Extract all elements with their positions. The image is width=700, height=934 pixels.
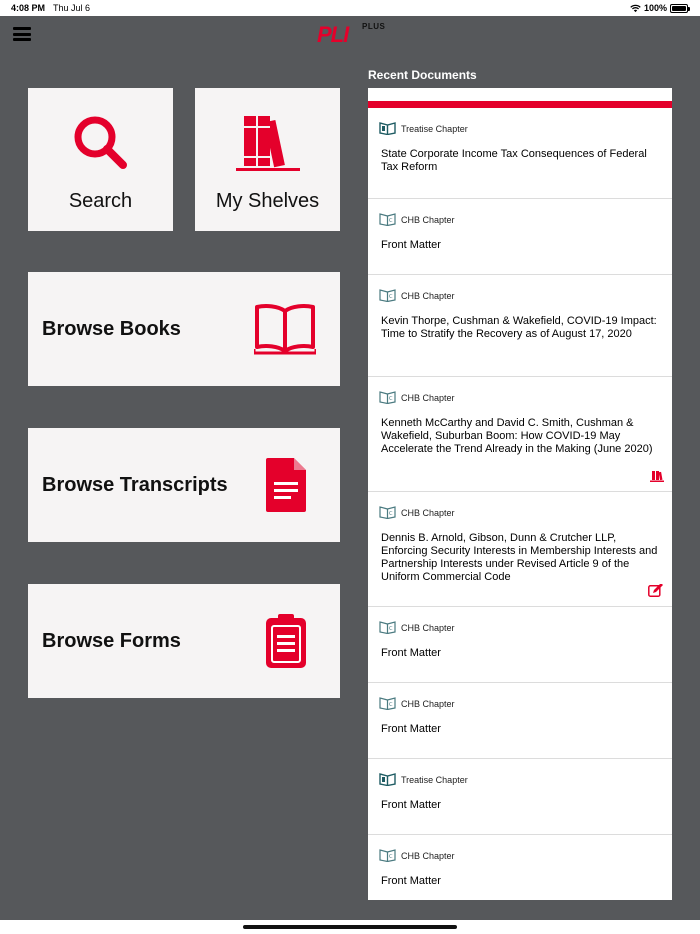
- document-type: CHB Chapter: [401, 507, 455, 518]
- browse-transcripts-label: Browse Transcripts: [42, 473, 228, 496]
- battery-percent: 100%: [643, 3, 667, 13]
- chb-book-icon: [379, 621, 396, 634]
- document-type: Treatise Chapter: [401, 774, 468, 785]
- document-title: Front Matter: [381, 647, 441, 659]
- recent-document-item[interactable]: [368, 835, 672, 900]
- document-title: Dennis B. Arnold, Gibson, Dunn & Crutcher LLP, Enforcing Security Interests in Membership Interests and Partnership Interests under Revised Article 9 of the Uniform Commercial Code: [381, 532, 658, 583]
- chb-book-icon: [379, 391, 396, 404]
- browse-forms-label: Browse Forms: [42, 629, 181, 652]
- svg-text:C: C: [389, 396, 393, 402]
- chb-book-icon: [379, 849, 396, 862]
- recent-document-item[interactable]: [368, 759, 672, 835]
- document-icon: [266, 428, 306, 542]
- battery-icon: [670, 4, 688, 13]
- my-shelves-tile[interactable]: [195, 88, 340, 231]
- chb-book-icon: [379, 506, 396, 519]
- svg-text:C: C: [389, 218, 393, 224]
- document-title: Kenneth McCarthy and David C. Smith, Cushman & Wakefield, Suburban Boom: How COVID-19 May Accelerate the Trend Already in the Making (June 2020): [381, 417, 653, 455]
- recent-document-item[interactable]: [368, 377, 672, 492]
- document-type: CHB Chapter: [401, 290, 455, 301]
- svg-text:C: C: [389, 511, 393, 517]
- search-tile[interactable]: [28, 88, 173, 231]
- document-title: Front Matter: [381, 723, 441, 735]
- wifi-icon: [630, 4, 641, 13]
- document-type: CHB Chapter: [401, 850, 455, 861]
- document-type: Treatise Chapter: [401, 123, 468, 134]
- svg-text:C: C: [389, 854, 393, 860]
- browse-books-label: Browse Books: [42, 317, 181, 340]
- recent-documents-panel[interactable]: [368, 88, 672, 900]
- document-title: Front Matter: [381, 239, 441, 251]
- document-type: CHB Chapter: [401, 622, 455, 633]
- recent-document-item[interactable]: [368, 275, 672, 377]
- treatise-book-icon: [379, 773, 396, 786]
- open-book-icon: [254, 272, 316, 386]
- app-screen: [0, 16, 700, 920]
- document-title: State Corporate Income Tax Consequences of Federal Tax Reform: [381, 148, 647, 173]
- hamburger-menu-icon[interactable]: [13, 27, 31, 41]
- browse-forms-tile[interactable]: [28, 584, 340, 698]
- browse-transcripts-tile[interactable]: [28, 428, 340, 542]
- recent-document-item[interactable]: [368, 108, 672, 199]
- document-title: Front Matter: [381, 875, 441, 887]
- svg-text:C: C: [389, 626, 393, 632]
- status-bar: [0, 0, 700, 16]
- clipboard-icon: [266, 584, 306, 698]
- document-type: CHB Chapter: [401, 698, 455, 709]
- browse-books-tile[interactable]: [28, 272, 340, 386]
- chb-book-icon: [379, 289, 396, 302]
- chb-book-icon: [379, 213, 396, 226]
- home-indicator[interactable]: [243, 925, 457, 929]
- search-label: Search: [68, 190, 133, 212]
- svg-text:C: C: [389, 294, 393, 300]
- bottom-safe-area: [0, 920, 700, 934]
- bookshelf-icon: [195, 114, 340, 172]
- document-type: CHB Chapter: [401, 214, 455, 225]
- document-title: Front Matter: [381, 799, 441, 811]
- chb-book-icon: [379, 697, 396, 710]
- logo-suffix: PLUS: [362, 22, 386, 31]
- logo-text: PLI: [317, 22, 349, 47]
- recent-document-item[interactable]: [368, 199, 672, 275]
- treatise-book-icon: [379, 122, 396, 135]
- note-edit-icon: [648, 584, 664, 602]
- svg-text:C: C: [389, 702, 393, 708]
- recent-documents-heading: Recent Documents: [368, 68, 477, 82]
- recent-document-item[interactable]: [368, 683, 672, 759]
- document-title: Kevin Thorpe, Cushman & Wakefield, COVID-19 Impact: Time to Stratify the Recovery as of August 17, 2020: [381, 315, 657, 340]
- accent-divider: [368, 101, 672, 108]
- status-indicators: [630, 3, 688, 13]
- shelf-icon: [650, 469, 664, 487]
- status-time: 4:08 PM: [11, 3, 46, 13]
- recent-document-item[interactable]: [368, 607, 672, 683]
- recent-document-item[interactable]: [368, 492, 672, 607]
- document-type: CHB Chapter: [401, 392, 455, 403]
- my-shelves-label: My Shelves: [215, 190, 320, 212]
- search-icon: [28, 114, 173, 170]
- status-date: Thu Jul 6: [53, 3, 91, 13]
